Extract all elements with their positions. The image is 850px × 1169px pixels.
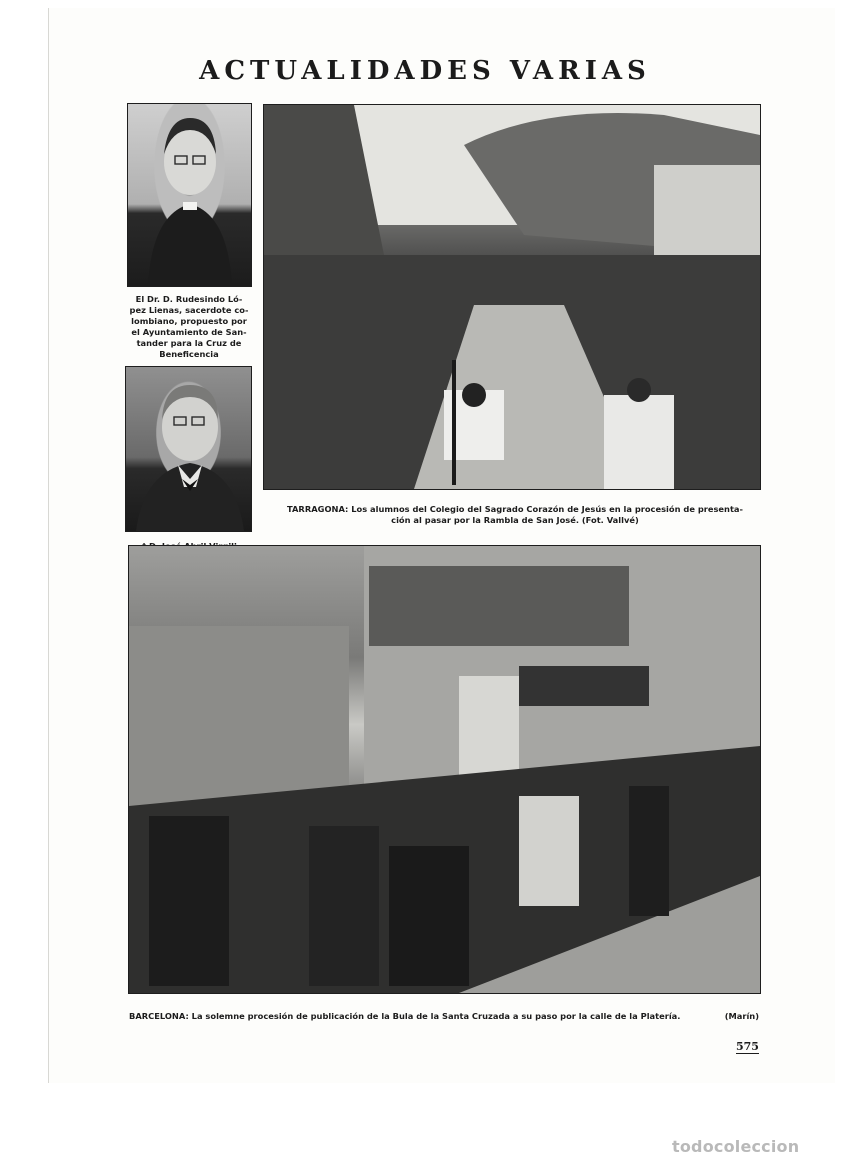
tarragona-caption [270, 504, 760, 526]
caption-text: BARCELONA: La solemne procesión de publicación de la Bula de la Santa Cruzada a su paso por la calle de la Platería. [129, 1011, 681, 1021]
photo-credit: (Marín) [724, 1011, 759, 1021]
portrait-rudesindo-lopez [127, 103, 252, 287]
caption-line: El Dr. D. Rudesindo Ló- [135, 294, 243, 304]
photo-barcelona-procession [128, 545, 761, 994]
tarragona-scene [264, 105, 760, 489]
caption-line: tander para la Cruz de [136, 338, 242, 348]
caption-line: el Ayuntamiento de San- [131, 327, 247, 337]
portrait-jose-abril-virgili [125, 366, 252, 532]
page-title: ACTUALIDADES VARIAS [199, 56, 651, 86]
caption-line: TARRAGONA: Los alumnos del Colegio del Sagrado Corazón de Jesús en la procesión de presenta- [287, 504, 743, 514]
photo-tarragona-procession [263, 104, 761, 490]
page-number: 575 [736, 1040, 759, 1053]
caption-line: ción al pasar por la Rambla de San José. (Fot. Vallvé) [391, 515, 639, 525]
barcelona-caption [129, 1011, 759, 1022]
portrait-2-figure [126, 367, 251, 531]
caption-line: pez Lienas, sacerdote co- [129, 305, 249, 315]
caption-line: lombiano, propuesto por [131, 316, 247, 326]
watermark-logo: todocoleccion [672, 1137, 800, 1156]
caption-line: Beneficencia [159, 349, 219, 359]
barcelona-scene [129, 546, 760, 993]
portrait-1-caption [124, 294, 254, 360]
portrait-1-figure [128, 104, 251, 286]
